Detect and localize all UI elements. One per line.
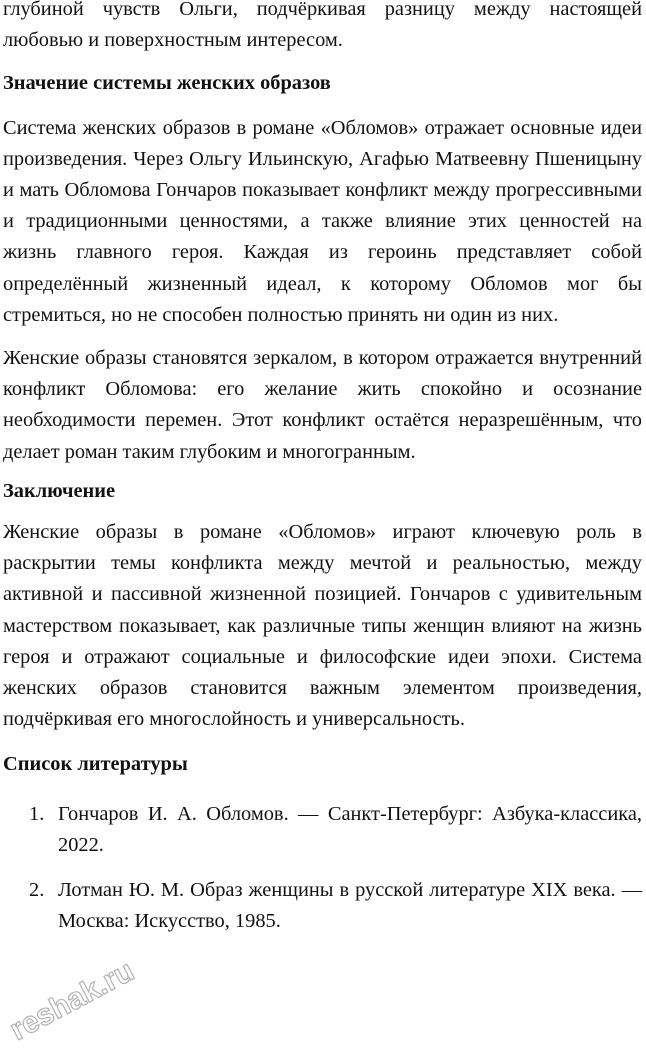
heading-system-of-female-images: Значение системы женских образов (3, 72, 331, 95)
reference-item (3, 875, 642, 937)
paragraph-continuation: глубиной чувств Ольги, подчёркивая разницу между настоящей любовью и поверхностным интересом. (3, 0, 642, 52)
paragraph-conclusion: Женские образы в романе «Обломов» играют ключевую роль в раскрытии темы конфликта между мечтой и реальностью, между активной и пассивной жизненной позицией. Гончаров с удивительным мастерством показывает, как различные типы женщин влияют на жизнь героя и отражают социальные и философские идеи эпохи. Система женских образов становится важным элементом произведения, подчёркивая его многослойность и универсальность. (3, 521, 642, 731)
paragraph-system-2: Женские образы становятся зеркалом, в котором отражается внутренний конфликт Обломова: его желание жить спокойно и осознание необходимости перемен. Этот конфликт остаётся неразрешённым, что делает роман таким глубоким и многогранным. (3, 347, 642, 463)
watermark-text: reshak.ru (4, 954, 140, 1044)
heading-conclusion: Заключение (3, 479, 116, 502)
paragraph-system-1: Система женских образов в романе «Обломов» отражает основные идеи произведения. Через Ольгу Ильинскую, Агафью Матвеевну Пшеницыну и мать Обломова Гончаров показывает конфликт между прогрессивными и традиционными ценностями, а также влияние этих ценностей на жизнь главного героя. Каждая из героинь представляет собой определённый жизненный идеал, к которому Обломов мог бы стремиться, но не способен полностью принять ни один из них. (3, 116, 642, 326)
references-list (3, 799, 642, 938)
reference-text: Лотман Ю. М. Образ женщины в русской литературе XIX века. — Москва: Искусство, 1985. (58, 879, 642, 933)
reference-item (3, 799, 642, 861)
reference-number: 2. (29, 879, 45, 902)
reference-number: 1. (29, 802, 45, 825)
heading-references: Список литературы (3, 753, 188, 776)
reference-text: Гончаров И. А. Обломов. — Санкт-Петербург: Азбука-классика, 2022. (58, 802, 642, 856)
